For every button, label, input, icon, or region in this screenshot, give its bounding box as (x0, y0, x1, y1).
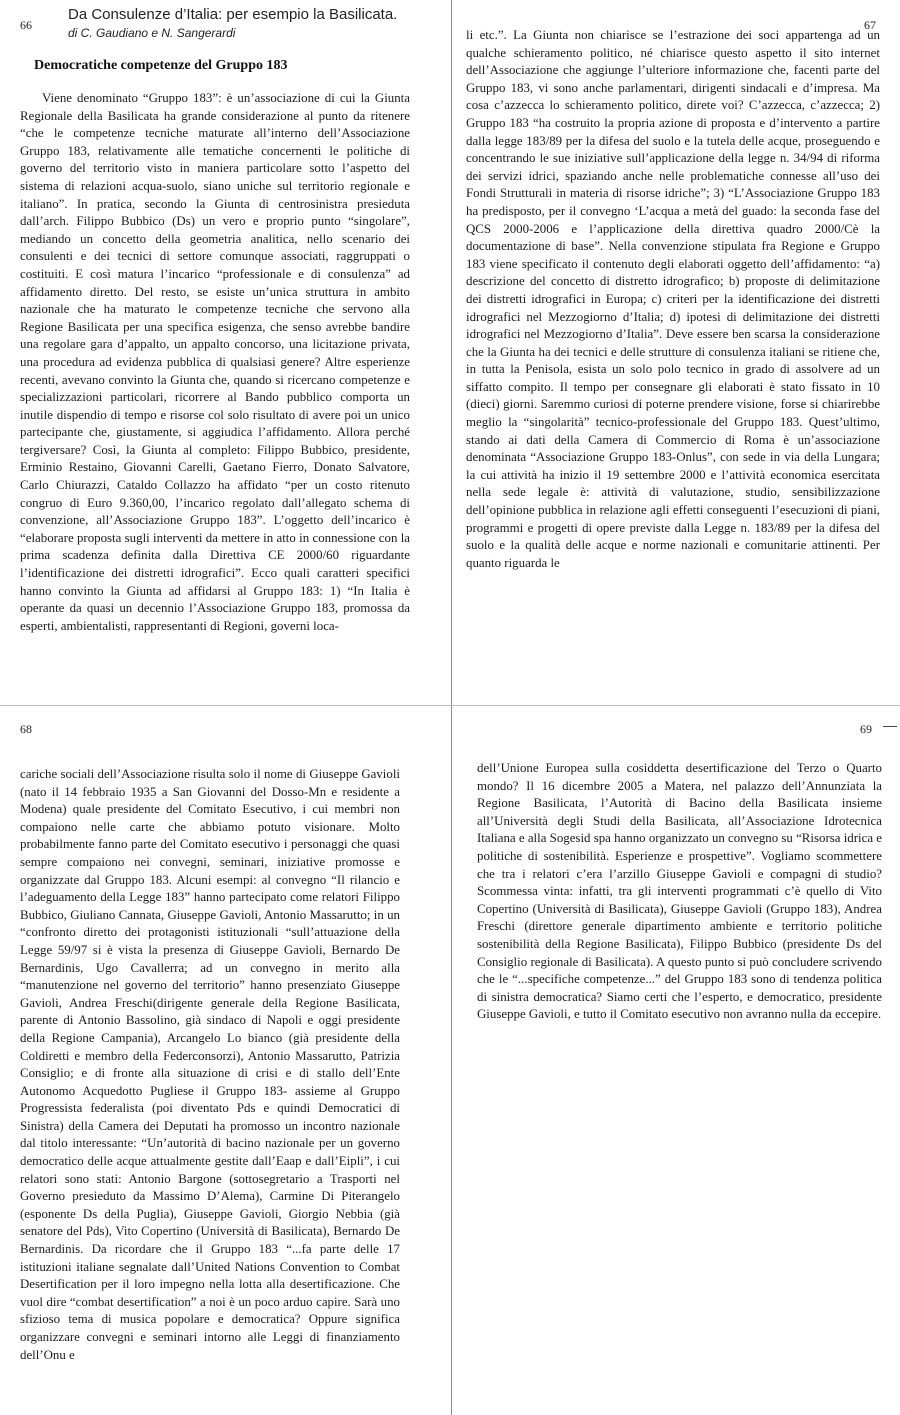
page-69-body (477, 760, 882, 1024)
page-number-69: 69 (860, 722, 872, 736)
article-title: Democratiche competenze del Gruppo 183 (34, 58, 288, 73)
page-66-body (20, 90, 410, 635)
page-number-67: 67 (864, 18, 876, 32)
page-69-paragraph: dell’Unione Europea sulla cosiddetta desertificazione del Terzo o Quarto mondo? Il 16 dicembre 2005 a Matera, nel palazzo dell’Annunziata la Regione Basilicata, l’Autorità di Bacino della Basilicata insieme all’Università degli Studi della Basilicata, all’Associazione Idrotecnica Italiana e alla Sogesid spa hanno organizzato un convegno su “Risorsa idrica e politiche di sostenibilità. Esperienze e prospettive”. Vogliamo scommettere che tra i relatori c’era l’arzillo Giuseppe Gavioli e compagni di studio? Scommessa vinta: infatti, tra gli interventi programmati c’è quello di Vito Copertino (Università di Basilicata), Giuseppe Gavioli (Gruppo 183), Andrea Freschi (direttore generale dipartimento ambiente e territorio politiche sostenibilità della Regione Basilicata), Filippo Bubbico (presidente Ds del Consiglio regionale di Basilicata). A questo punto si può concludere scrivendo che le “...specifiche competenze...” del Gruppo 183 sono di tendenza politica di sinistra democratica? Siamo certi che l’esperto, e democratico, presidente Giuseppe Gavioli, e tutto il Comitato esecutivo non avranno nulla da eccepire. (477, 761, 882, 1022)
page-67-paragraph: li etc.”. La Giunta non chiarisce se l’estrazione dei soci appartenga ad un qualche schieramento politico, né chiarisce questo aspetto il sito internet dell’Associazione che aggiunge l’ulteriore informazione che, facenti parte del Gruppo 183, vi sono anche parlamentari, dirigenti sindacali e d’impresa. Ma cosa c’azzecca lo schieramento politico, direte voi? C’azzecca, c’azzecca; 2) Gruppo 183 “ha costruito la propria azione di proposta e d’intervento a partire dalla legge 183/89 per la difesa del suolo e la tutela delle acque, proseguendo e concentrando le sue iniziative sull’applicazione della legge n. 34/94 di riforma dei servizi idrici, spaziando anche nelle problematiche connesse all’uso dei Fondi Strutturali in materia di risorse idriche”; 3) “L’Associazione Gruppo 183 ha predisposto, per il convegno ‘L’acqua a metà del guado: la seconda fase del QCS 2000-2006 e l’applicazione della direttiva quadro 2000/Cè la documentazione di base”. Nella convenzione stipulata fra Regione e Gruppo 183 viene specificato il contenuto degli elaborati oggetto dell’affidamento: “a) descrizione del concetto di distretto idrografico; b) proposte di delimitazione dei distretti idrografici in Europa; c) criteri per la identificazione dei distretti idrografici nel Mezzogiorno d’Italia; d) ipotesi di delimitazione dei distretti idrografici nel Mezzogiorno d’Italia”. Deve essere ben scarsa la considerazione che la Giunta ha dei tecnici e delle strutture di consulenza italiani se ritiene che, in tutta la Penisola, esista un solo polo tecnico in grado di assolvere ad un siffatto compito. Il tempo per consegnare gli elaborati è stato fissato in 10 (dieci) giorni. Saremmo curiosi di poterne prendere visione, forse si chiarirebbe meglio la “singolarità” tecnico-professionale del Gruppo 183. Quest’ultimo, stando ai dati della Camera di Commercio di Roma è un’associazione denominata “Associazione Gruppo 183-Onlus”, con sede in via della Lungara; la cui attività ha inizio il 19 settembre 2000 e l’attività economica esercitata nella sede legale è: attività di valutazione, studio, sensibilizzazione dell’opinione pubblica in relazione agli effetti conseguenti l’esecuzioni di piani, programmi e progetti di opere previste dalla Legge n. 183/89 per la difesa del suolo e la qualità delle acque e norme nazionali e comunitarie attinenti. Per quanto riguarda le (466, 28, 880, 570)
page-number-68: 68 (20, 722, 32, 736)
page-spread-divider-vertical (451, 0, 452, 1415)
page-spread-divider-horizontal (0, 705, 900, 706)
header-authors: di C. Gaudiano e N. Sangerardi (68, 26, 236, 40)
page-66-paragraph: Viene denominato “Gruppo 183”: è un’associazione di cui la Giunta Regionale della Basilicata ha grande considerazione al punto da ritenere “che le competenze tecniche maturate all’interno dell’Associazione Gruppo 183, relativamente alle tematiche concernenti le politiche di governo del territorio visto in maniera particolare sotto l’aspetto del sistema di relazioni acqua-suolo, siano uniche sul territorio regionale e italiano”. In pratica, secondo la Giunta di centrosinistra presieduta dall’arch. Filippo Bubbico (Ds) un vero e proprio punto “singolare”, mediando un concetto della geometria analitica, nello scenario dei consulenti e dei tecnici di settore comunque associati, raggruppati o costituiti. E così matura l’incarico “professionale e di consulenza” ad affidamento diretto. Del resto, se esiste un’unica struttura in ambito nazionale che ha maturato le competenze tecniche che servono alla Regione Basilicata per una specifica esigenza, che senso avrebbe bandire una regolare gara d’appalto, un appalto concorso, una licitazione privata, una procedura ad evidenza pubblica di qualsiasi genere? Altre esperienze recenti, avevano convinto la Giunta che, quando si ricercano competenze e specializzazioni particolari, ricorrere al Bando pubblico comporta un inutile dispendio di tempo e risorse col solo risultato di avere poi un unico partecipante che, giustamente, si aggiudica l’affidamento. Allora perché tergiversare? Così, la Giunta al completo: Filippo Bubbico, presidente, Erminio Restaino, Giovanni Carelli, Gaetano Fierro, Donato Salvatore, Carlo Chiurazzi, Cataldo Collazzo ha affidato “per un costo ritenuto congruo di Euro 9.360,00, l’incarico regolato dall’allegato schema di convenzione, all’Associazione Gruppo 183”. L’oggetto dell’incarico è “elaborare proposta sugli interventi da mettere in atto in connessione con la prima scadenza definita dalla Direttiva CE 2000/60 riguardante l’identificazione dei distretti idrografici”. Ecco quali caratteri specifici hanno convinto la Giunta ad affidarsi al Gruppo 183: 1) “In Italia è operante da quasi un decennio l’Associazione Gruppo 183, promossa da esperti, ambientalisti, rappresentanti di Regioni, governi loca- (20, 91, 410, 633)
page-68-paragraph: cariche sociali dell’Associazione risulta solo il nome di Giuseppe Gavioli (nato il 14 febbraio 1935 a San Giovanni del Dosso-Mn e residente a Modena) quale presidente del Comitato Esecutivo, i cui membri non compaiono nelle carte che abbiamo potuto visionare. Molto probabilmente fanno parte del Comitato esecutivo i personaggi che quasi sempre compaiono nei convegni, seminari, iniziative promosse e organizzate dal Gruppo 183. Alcuni esempi: al convegno “Il rilancio e l’adeguamento della Legge 183” hanno partecipato come relatori Filippo Bubbico, Giuliano Cannata, Giuseppe Gavioli, Antonio Massarutto; in un “confronto diretto dei protagonisti istituzionali “sull’attuazione della Legge 59/97 si è vista la presenza di Giuseppe Gavioli, Bernardo De Bernardinis, Ugo Cavallerra; ad un convegno in merito alla “manutenzione nel governo del territorio” hanno presenziato Giuseppe Gavioli, Andrea Freschi(dirigente generale della Regione Basilicata, parente di Antonio Bassolino, già sindaco di Napoli e oggi presidente della Regione Campania), Arcangelo Lo bianco (già presidente della Coldiretti e membro della Federconsorzi), Antonio Massarutto, Patrizia Consiglio; e di fronte alla situazione di crisi e di stallo dell’Ente Autonomo Acquedotto Pugliese il Gruppo 183- assieme al Gruppo Progressista federalista (poi diventato Pds e quindi Democratici di Sinistra) della Camera dei Deputati ha promosso un incontro nazionale dal titolo interessante: “Un’autorità di bacino nazionale per un governo democratico delle acque attualmente gestite dall’Eaap e dall’Eipli”, i cui relatori sono stati: Antonio Bargone (sottosegretario a Trasporti nel Governo presieduto da Massimo D’Alema), Carmine Di Piterangelo (esponente Ds della Puglia), Giuseppe Gavioli, Giorgio Nebbia (già senatore del Pds), Vito Copertino (Università di Basilicata), Bernardo De Bernardinis. Da ricordare che il Gruppo 183 “...fa parte delle 17 istituzioni italiane segnalate dall’United Nations Convention to Combat Desertification per il loro impegno nella lotta alla desertificazione. Che vuol dire “combat desertification” a noi è un poco arduo capire. Sarà uno sfizioso tema di musica popolare e democratica? Oppure significa organizzare convegni e seminari intorno alle Leggi di finanziamento dell’Onu e (20, 767, 400, 1362)
page-number-66: 66 (20, 18, 32, 32)
page-cut-mark (883, 726, 897, 727)
page-67-body (466, 27, 880, 572)
page-68-body (20, 766, 400, 1364)
header-title: Da Consulenze d’Italia: per esempio la Basilicata. (68, 6, 398, 23)
